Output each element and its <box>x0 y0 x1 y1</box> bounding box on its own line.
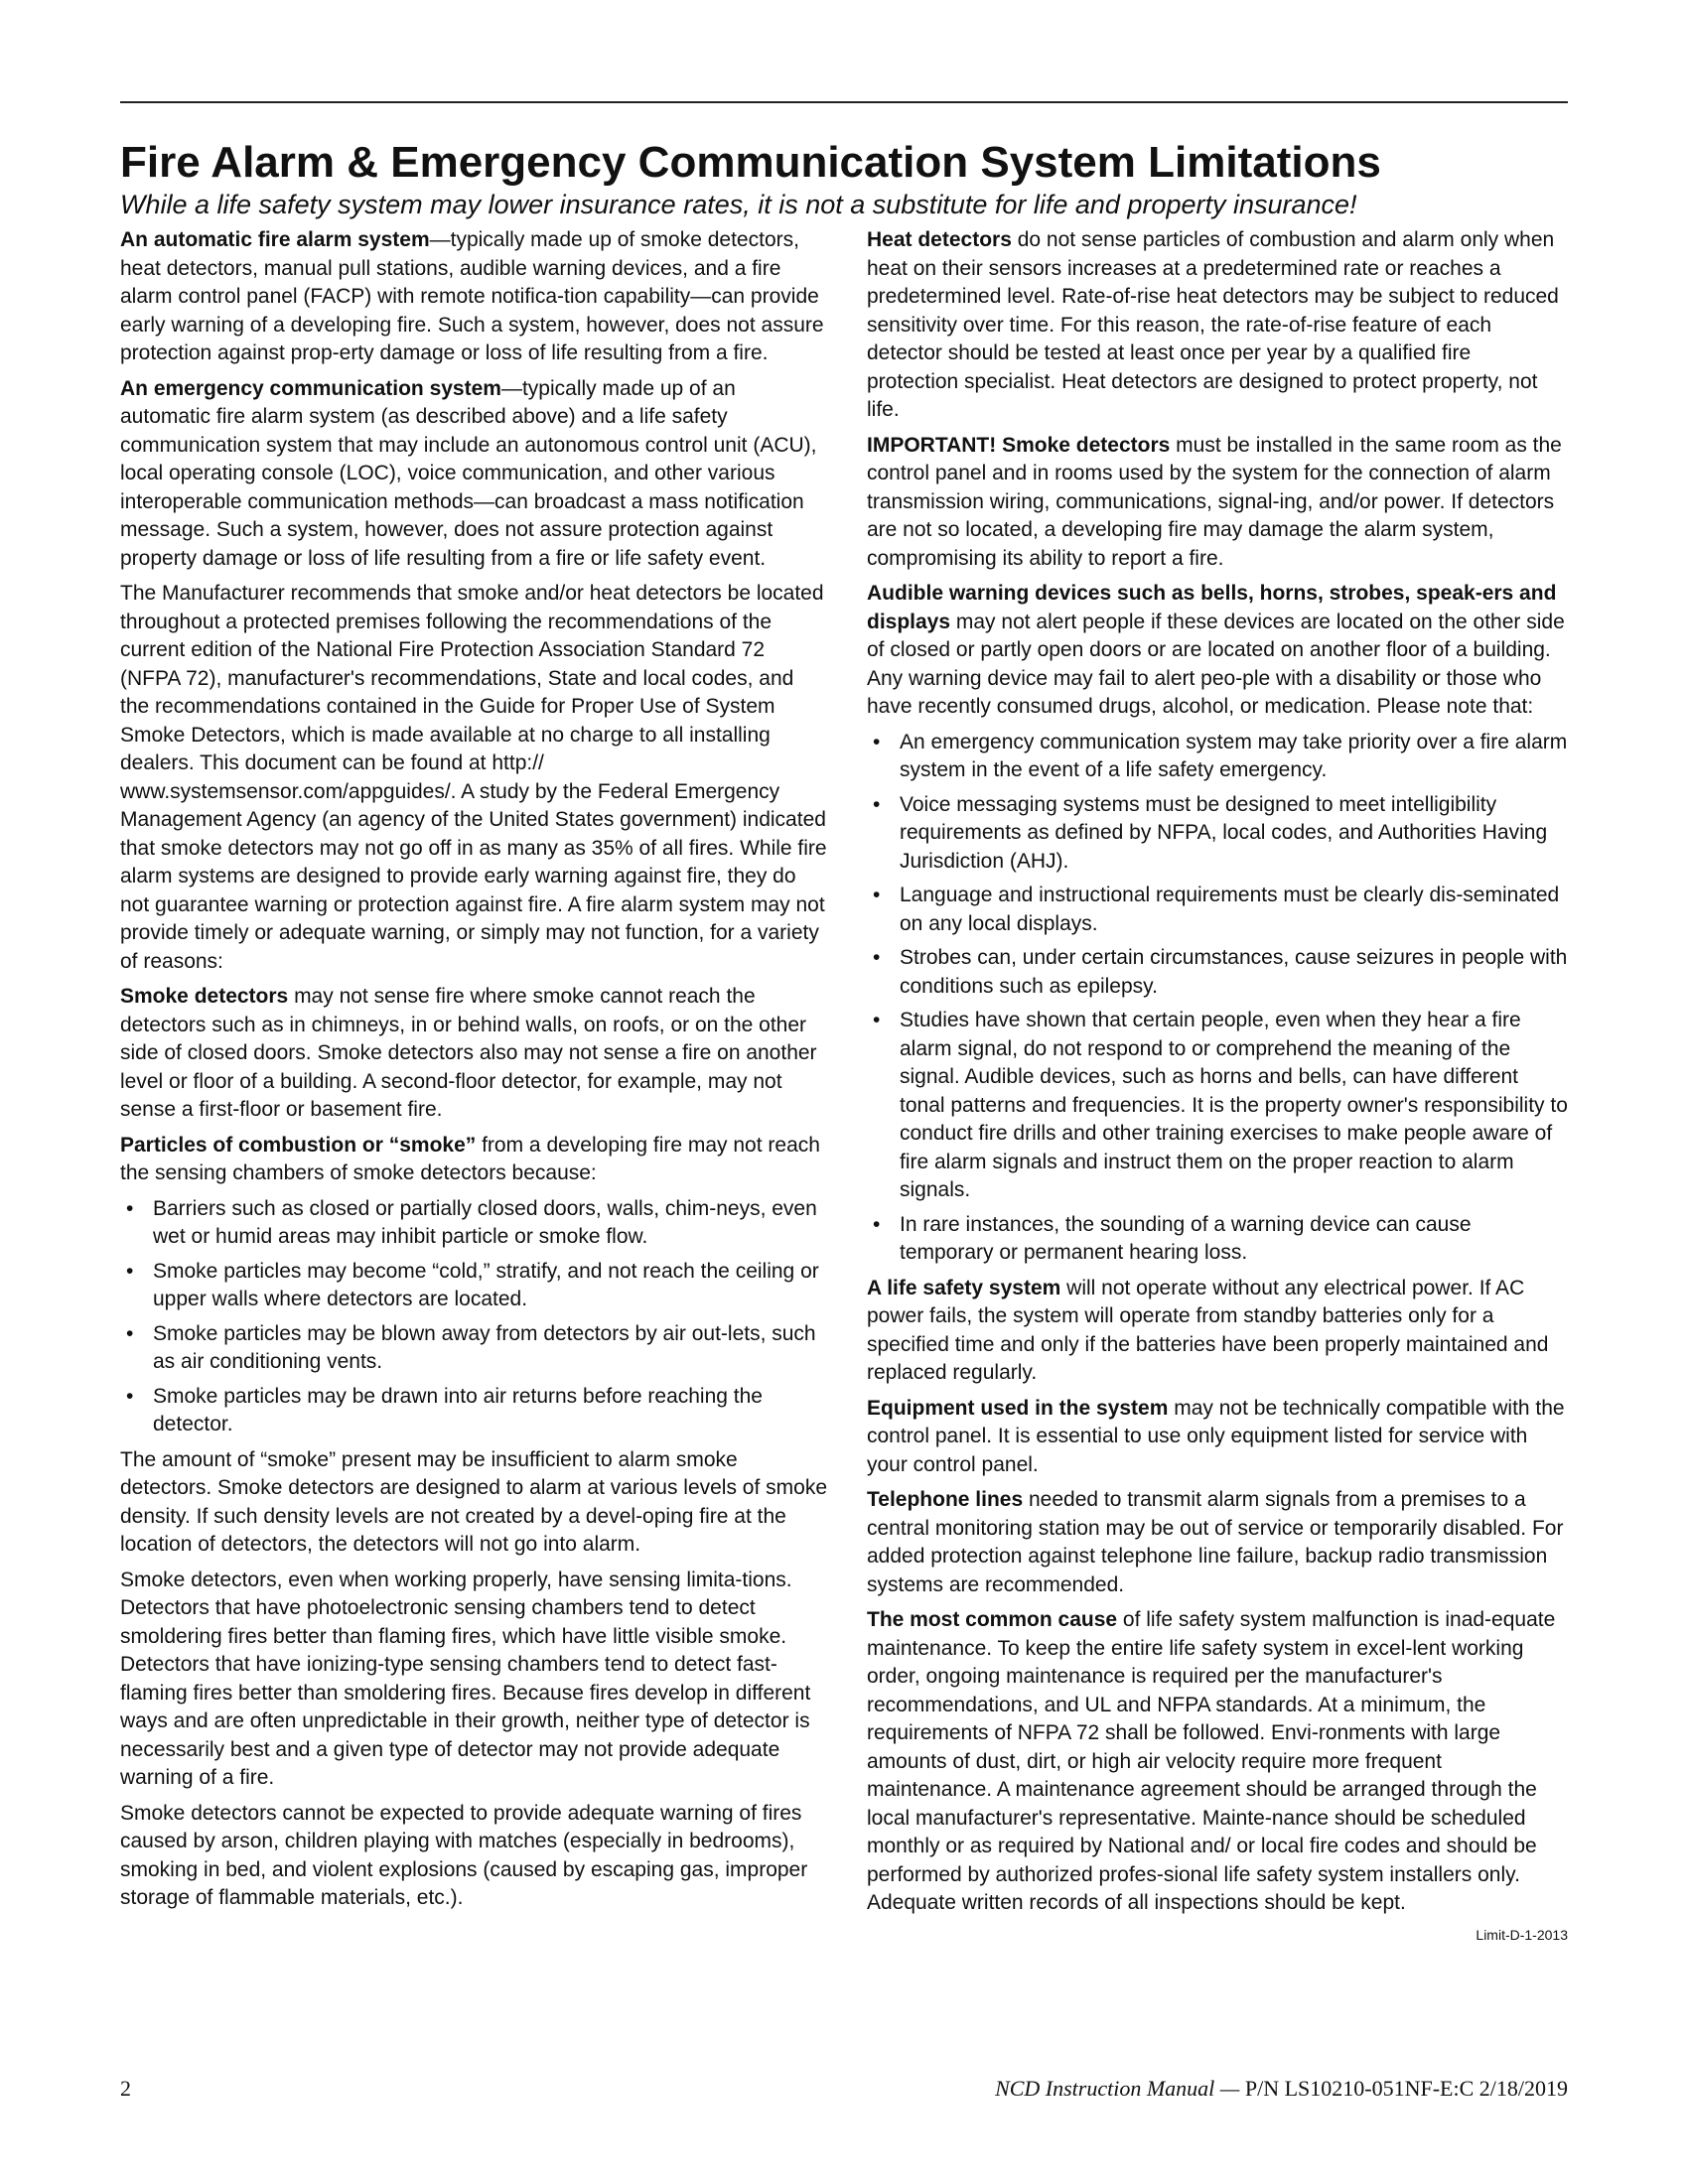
list-item <box>867 1211 1568 1268</box>
lead-in: Smoke detectors <box>120 985 289 1008</box>
part-number: P/N LS10210-051NF-E:C 2/18/2019 <box>1244 2076 1568 2101</box>
paragraph-text: —typically made up of smoke detectors, heat detectors, manual pull stations, audible warning devices, and a fire alarm control panel (FACP) with remote notifica-tion capability—can provide early warning of a developing fire. Such a system, however, does not assure protection against prop-erty damage or loss of life resulting from a fire. <box>120 228 824 364</box>
paragraph-text: of life safety system malfunction is inad-equate maintenance. To keep the entire life safety system in excel-lent working order, ongoing maintenance is required per the manufacturer's recommendations, and UL and NFPA standards. At a minimum, the requirements of NFPA 72 shall be followed. Envi-ronments with large amounts of dust, dirt, or high air velocity require more frequent maintenance. A maintenance agreement should be arranged through the local manufacturer's representative. Mainte-nance should be scheduled monthly or as required by National and/ or local fire codes and should be performed by authorized profes-sional life safety system installers only. Adequate written records of all inspections should be kept. <box>867 1608 1556 1914</box>
page-title: Fire Alarm & Emergency Communication System Limitations <box>120 138 1381 187</box>
paragraph-life-safety-system <box>867 1275 1568 1388</box>
lead-in: Heat detectors <box>867 228 1012 251</box>
paragraph-sensing-limitations: Smoke detectors, even when working properly, have sensing limita-tions. Detectors that have photoelectronic sensing chambers tend to detect smoldering fires better than flaming fires, which have little visible smoke. Detectors that have ionizing-type sensing chambers tend to detect fast-flaming fires better than smoldering fires. Because fires develop in different ways and are often unpredictable in their growth, neither type of detector is necessarily best and a given type of detector may not provide adequate warning of a fire. <box>120 1568 811 1789</box>
bullet-icon: • <box>873 1212 881 1236</box>
list-item <box>867 791 1568 877</box>
lead-in: Telephone lines <box>867 1488 1024 1511</box>
paragraph-equipment <box>867 1395 1568 1480</box>
paragraph-smoke-detectors <box>120 983 827 1125</box>
bullet-icon: • <box>126 1196 134 1220</box>
list-item-text: Barriers such as closed or partially closed doors, walls, chim-neys, even wet or humid areas may inhibit particle or smoke flow. <box>153 1196 817 1248</box>
paragraph-arson: Smoke detectors cannot be expected to provide adequate warning of fires caused by arson, children playing with matches (especially in bedrooms), smoking in bed, and violent explosions (caused by escaping gas, improper storage of flammable materials, etc.). <box>120 1801 808 1909</box>
list-item <box>867 1007 1568 1205</box>
list-item-text: In rare instances, the sounding of a warning device can cause temporary or permanent hearing loss. <box>900 1212 1472 1264</box>
list-item-text: Language and instructional requirements must be clearly dis-seminated on any local displays. <box>900 884 1560 935</box>
list-item <box>867 729 1568 785</box>
lead-in: An automatic fire alarm system <box>120 228 430 251</box>
list-item <box>120 1258 827 1314</box>
paragraph-audible-warning-devices <box>867 580 1568 722</box>
lead-in: The most common cause <box>867 1608 1118 1631</box>
footer-manual-info <box>995 2075 1568 2103</box>
lead-in: Equipment used in the system <box>867 1396 1169 1420</box>
paragraph-important-smoke-detectors <box>867 432 1568 574</box>
audible-bullet-list <box>867 729 1568 1268</box>
paragraph-manufacturer-recommends: The Manufacturer recommends that smoke and/or heat detectors be located throughout a protected premises following the recommendations of the current edition of the National Fire Protection Association Standard 72 (NFPA 72), manufacturer's recommendations, State and local codes, and the recommendations contained in the Guide for Proper Use of System Smoke Detectors, which is made available at no charge to all installing dealers. This document can be found at http:// www.systemsensor.com/appguides/. A study by the Federal Emergency Management Agency (an agency of the United States government) indicated that smoke detectors may not go off in as many as 35% of all fires. While fire alarm systems are designed to provide early warning against fire, they do not guarantee warning or protection against fire. A fire alarm system may not provide timely or adequate warning, or simply may not function, for a variety of reasons: <box>120 582 827 973</box>
lead-in: An emergency communication system <box>120 376 501 400</box>
paragraph-text: needed to transmit alarm signals from a premises to a central monitoring station may be out of service or temporarily disabled. For added protection against telephone line failure, backup radio transmission systems are recommended. <box>867 1488 1564 1596</box>
lead-in: Audible warning devices such as bells, horns, strobes, speak-ers and displays <box>867 582 1557 633</box>
paragraph-emergency-communication <box>120 375 827 574</box>
paragraph-heat-detectors <box>867 226 1568 425</box>
page-number: 2 <box>120 2076 131 2101</box>
bullet-icon: • <box>873 730 881 753</box>
paragraph-most-common-cause <box>867 1606 1568 1918</box>
list-item <box>867 882 1568 938</box>
smoke-bullet-list <box>120 1195 827 1439</box>
paragraph-text: from a developing fire may not reach the sensing chambers of smoke detectors because: <box>120 1133 820 1184</box>
bullet-icon: • <box>873 1009 881 1031</box>
paragraph-telephone-lines <box>867 1486 1568 1599</box>
paragraph-particles-of-combustion <box>120 1132 827 1188</box>
bullet-icon: • <box>126 1384 134 1408</box>
list-item-text: Smoke particles may become “cold,” stratify, and not reach the ceiling or upper walls where detectors are located. <box>153 1259 819 1310</box>
paragraph-text: do not sense particles of combustion and alarm only when heat on their sensors increases at a predetermined rate or reaches a predetermined level. Rate-of-rise heat detectors may be subject to reduced sensitivity over time. For this reason, the rate-of-rise feature of each detector should be tested at least once per year by a qualified fire protection specialist. Heat detectors are designed to protect property, not life. <box>867 228 1559 421</box>
header-rule <box>120 101 1568 103</box>
bullet-icon: • <box>126 1259 134 1283</box>
manual-name: NCD Instruction Manual — <box>995 2076 1245 2101</box>
list-item <box>867 944 1568 1001</box>
bullet-icon: • <box>873 884 881 906</box>
bullet-icon: • <box>873 792 881 816</box>
list-item-text: Studies have shown that certain people, even when they hear a fire alarm signal, do not respond to or comprehend the meaning of the signal. Audible devices, such as horns and bells, can have different tonal patterns and frequencies. It is the property owner's responsibility to conduct fire drills and other training exercises to make people aware of fire alarm signals and instruct them on the proper reaction to alarm signals. <box>900 1009 1568 1201</box>
lead-in: Particles of combustion or “smoke” <box>120 1133 477 1157</box>
bullet-icon: • <box>126 1321 134 1345</box>
bullet-icon: • <box>873 946 881 969</box>
list-item-text: An emergency communication system may take priority over a fire alarm system in the event of a life safety emergency. <box>900 730 1568 781</box>
list-item <box>120 1383 827 1439</box>
paragraph-text: will not operate without any electrical power. If AC power fails, the system will operate from standby batteries only for a specified time and only if the batteries have been properly maintained and replaced regularly. <box>867 1276 1549 1384</box>
document-code: Limit-D-1-2013 <box>1476 1926 1568 1943</box>
paragraph-text: must be installed in the same room as the control panel and in rooms used by the system for the connection of alarm transmission wiring, communications, signal-ing, and/or power. If detectors are not so located, a developing fire may damage the alarm system, compromising its ability to report a fire. <box>867 433 1562 570</box>
page-subtitle: While a life safety system may lower insurance rates, it is not a substitute for life and property insurance! <box>120 190 1357 219</box>
paragraph-text: may not alert people if these devices are located on the other side of closed or partly open doors or are located on another floor of a building. Any warning device may fail to alert peo-ple with a disability or those who have recently consumed drugs, alcohol, or medication. Please note that: <box>867 610 1565 718</box>
left-column <box>120 226 827 1920</box>
right-column <box>867 226 1568 1945</box>
list-item-text: Voice messaging systems must be designed to meet intelligibility requirements as defined by NFPA, local codes, and Authorities Having Jurisdiction (AHJ). <box>900 792 1548 873</box>
paragraph-smoke-amount: The amount of “smoke” present may be insufficient to alarm smoke detectors. Smoke detectors are designed to alarm at various levels of smoke density. If such density levels are not created by a devel-oping fire at the location of detectors, the detectors will not go into alarm. <box>120 1447 828 1556</box>
lead-in: IMPORTANT! Smoke detectors <box>867 433 1171 457</box>
list-item <box>120 1195 827 1252</box>
list-item-text: Smoke particles may be blown away from detectors by air out-lets, such as air conditioning vents. <box>153 1321 816 1373</box>
paragraph-text: may not be technically compatible with the control panel. It is essential to use only equipment listed for service with your control panel. <box>867 1396 1565 1476</box>
paragraph-text: may not sense fire where smoke cannot reach the detectors such as in chimneys, in or behind walls, on roofs, or on the other side of closed doors. Smoke detectors also may not sense a fire on another level or floor of a building. A second-floor detector, for example, may not sense a first-floor or basement fire. <box>120 985 817 1121</box>
paragraph-text: —typically made up of an automatic fire alarm system (as described above) and a life safety communication system that may include an autonomous control unit (ACU), local operating console (LOC), voice communication, and other various interoperable communication methods—can broadcast a mass notification message. Such a system, however, does not assure protection against property damage or loss of life resulting from a fire or life safety event. <box>120 376 817 570</box>
paragraph-fire-alarm-system <box>120 226 827 368</box>
list-item <box>120 1320 827 1377</box>
lead-in: A life safety system <box>867 1276 1061 1299</box>
list-item-text: Strobes can, under certain circumstances, cause seizures in people with conditions such as epilepsy. <box>900 946 1568 998</box>
list-item-text: Smoke particles may be drawn into air returns before reaching the detector. <box>153 1384 763 1435</box>
